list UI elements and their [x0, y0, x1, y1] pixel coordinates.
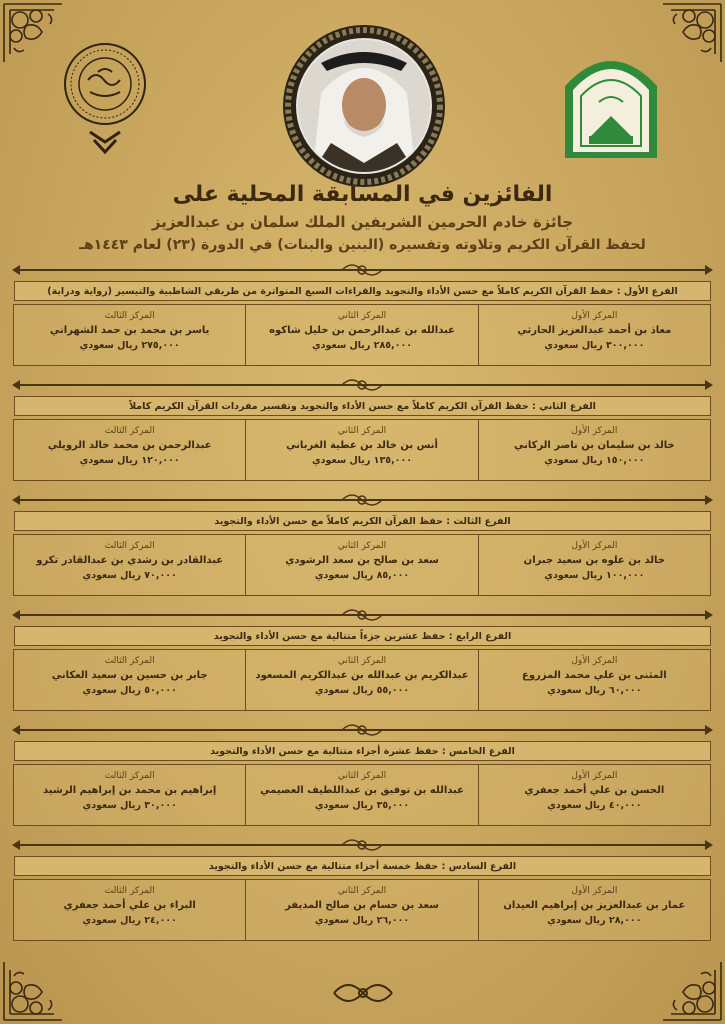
branch-title: الفرع الثاني : حفظ القرآن الكريم كاملاً مع حسن الأداء والتجويد وتفسير مفردات القرآن الكريم كاملاً	[14, 396, 711, 416]
winner-name: عبدالكريم بن عبدالله بن عبدالكريم المسعود	[255, 670, 469, 681]
ornament-divider-icon	[12, 492, 713, 508]
arabesque-corner-icon	[655, 2, 723, 70]
prize-amount: ٢٨٥,٠٠٠ ريال سعودي	[311, 340, 413, 351]
place-label: المركز الثالث	[104, 656, 155, 666]
page-title: الفائزين في المسابقة المحلية على	[172, 182, 553, 207]
king-portrait	[281, 23, 447, 189]
winner-name: عبدالله بن عبدالرحمن بن خليل شاكوه	[269, 325, 455, 336]
prize-amount: ١٣٥,٠٠٠ ريال سعودي	[311, 455, 413, 466]
winner-cell-first	[478, 764, 711, 826]
prize-amount: ٣٠٠,٠٠٠ ريال سعودي	[544, 340, 645, 351]
place-label: المركز الثاني	[337, 541, 387, 551]
branch-title: الفرع الثالث : حفظ القرآن الكريم كاملاً مع حسن الأداء والتجويد	[14, 511, 711, 531]
prize-amount: ١٥٠,٠٠٠ ريال سعودي	[544, 455, 645, 466]
winner-cell-third	[13, 879, 246, 941]
branch-title: الفرع الخامس : حفظ عشرة أجزاء متتالية مع حسن الأداء والتجويد	[14, 741, 711, 761]
winner-cell-third	[13, 304, 246, 366]
arabesque-corner-icon	[655, 954, 723, 1022]
winner-name: سعد بن صالح بن سعد الرشودي	[285, 555, 439, 566]
place-label: المركز الثاني	[337, 426, 387, 436]
prize-amount: ٦٠,٠٠٠ ريال سعودي	[547, 685, 642, 696]
winner-name: عبدالقادر بن رشدي بن عبدالقادر تكرو	[36, 555, 224, 566]
place-label: المركز الثالث	[104, 771, 155, 781]
winner-name: عبدالله بن توفيق بن عبداللطيف العصيمي	[260, 785, 464, 796]
winner-name: المثنى بن علي محمد المزروع	[522, 670, 667, 681]
arabesque-corner-icon	[2, 954, 70, 1022]
ornament-divider-icon	[12, 377, 713, 393]
place-label: المركز الأول	[571, 656, 618, 666]
place-label: المركز الأول	[571, 311, 618, 321]
prize-amount: ٢٦,٠٠٠ ريال سعودي	[314, 915, 410, 926]
ornament-divider-icon	[12, 722, 713, 738]
place-label: المركز الأول	[571, 541, 618, 551]
prize-amount: ٢٤,٠٠٠ ريال سعودي	[82, 915, 177, 926]
winner-name: إبراهيم بن محمد بن إبراهيم الرشيد	[43, 785, 217, 796]
prize-amount: ٣٠,٠٠٠ ريال سعودي	[82, 800, 177, 811]
place-label: المركز الأول	[571, 771, 618, 781]
place-label: المركز الأول	[571, 886, 618, 896]
award-name: جائزة خادم الحرمين الشريفين الملك سلمان بن عبدالعزيز	[151, 213, 574, 231]
winner-name: ياسر بن محمد بن حمد الشهراني	[49, 325, 210, 336]
winner-cell-third	[13, 534, 246, 596]
prize-amount: ٧٠,٠٠٠ ريال سعودي	[82, 570, 177, 581]
ministry-mosque-logo-icon	[559, 42, 663, 162]
winner-name: البراء بن علي أحمد جعفري	[63, 900, 196, 911]
place-label: المركز الثاني	[337, 311, 387, 321]
prize-amount: ٤٠,٠٠٠ ريال سعودي	[547, 800, 642, 811]
branch-title: الفرع الرابع : حفظ عشرين جزءاً متتالية مع حسن الأداء والتجويد	[14, 626, 711, 646]
competition-description: لحفظ القرآن الكريم وتلاوته وتفسيره (البنين والبنات) في الدورة (٢٣) لعام ١٤٤٣هـ	[79, 237, 646, 253]
winner-name: خالد بن علوه بن سعيد جبران	[523, 555, 665, 566]
place-label: المركز الثاني	[337, 656, 387, 666]
place-label: المركز الثاني	[337, 771, 387, 781]
place-label: المركز الثالث	[104, 311, 155, 321]
winner-cell-third	[13, 419, 246, 481]
winner-cell-second	[245, 764, 478, 826]
winner-name: خالد بن سليمان بن ناصر الركاني	[514, 440, 675, 451]
winner-cell-second	[245, 649, 478, 711]
winner-cell-first	[478, 534, 711, 596]
bottom-ornament-icon	[330, 978, 396, 1008]
winner-name: أنس بن خالد بن عطية الغرباني	[286, 440, 438, 451]
place-label: المركز الثالث	[104, 541, 155, 551]
winner-cell-third	[13, 649, 246, 711]
place-label: المركز الثالث	[104, 886, 155, 896]
winner-cell-second	[245, 304, 478, 366]
winner-cell-first	[478, 879, 711, 941]
winner-name: جابر بن حسين بن سعيد العكاني	[51, 670, 208, 681]
prize-amount: ١٠٠,٠٠٠ ريال سعودي	[544, 570, 645, 581]
winner-name: معاذ بن أحمد عبدالعزيز الحارثي	[517, 325, 672, 336]
place-label: المركز الثالث	[104, 426, 155, 436]
place-label: المركز الأول	[571, 426, 618, 436]
ornament-divider-icon	[12, 262, 713, 278]
prize-amount: ١٢٠,٠٠٠ ريال سعودي	[79, 455, 180, 466]
winner-name: عبدالرحمن بن محمد خالد الرويلي	[47, 440, 212, 451]
calligraphy-seal-icon	[60, 40, 150, 158]
winner-cell-second	[245, 419, 478, 481]
prize-amount: ٢٧٥,٠٠٠ ريال سعودي	[79, 340, 180, 351]
prize-amount: ٥٠,٠٠٠ ريال سعودي	[82, 685, 177, 696]
winner-cell-second	[245, 534, 478, 596]
winner-cell-third	[13, 764, 246, 826]
prize-amount: ٨٥,٠٠٠ ريال سعودي	[314, 570, 410, 581]
ornament-divider-icon	[12, 607, 713, 623]
prize-amount: ٢٨,٠٠٠ ريال سعودي	[547, 915, 642, 926]
branch-title: الفرع السادس : حفظ خمسة أجزاء متتالية مع حسن الأداء والتجويد	[14, 856, 711, 876]
winner-cell-first	[478, 304, 711, 366]
winner-name: الحسن بن علي أحمد جعفري	[524, 785, 665, 796]
winner-cell-first	[478, 649, 711, 711]
ornament-divider-icon	[12, 837, 713, 853]
prize-amount: ٣٥,٠٠٠ ريال سعودي	[314, 800, 410, 811]
winner-cell-second	[245, 879, 478, 941]
branch-title: الفرع الأول : حفظ القرآن الكريم كاملاً مع حسن الأداء والتجويد والقراءات السبع المتواترة من طريقي الشاطبية والتيسير (رواية ودراية)	[14, 281, 711, 301]
winner-name: سعد بن حسام بن صالح المديفر	[285, 900, 439, 911]
place-label: المركز الثاني	[337, 886, 387, 896]
winner-cell-first	[478, 419, 711, 481]
winner-name: عمار بن عبدالعزيز بن إبراهيم العيدان	[503, 900, 686, 911]
prize-amount: ٥٥,٠٠٠ ريال سعودي	[314, 685, 410, 696]
